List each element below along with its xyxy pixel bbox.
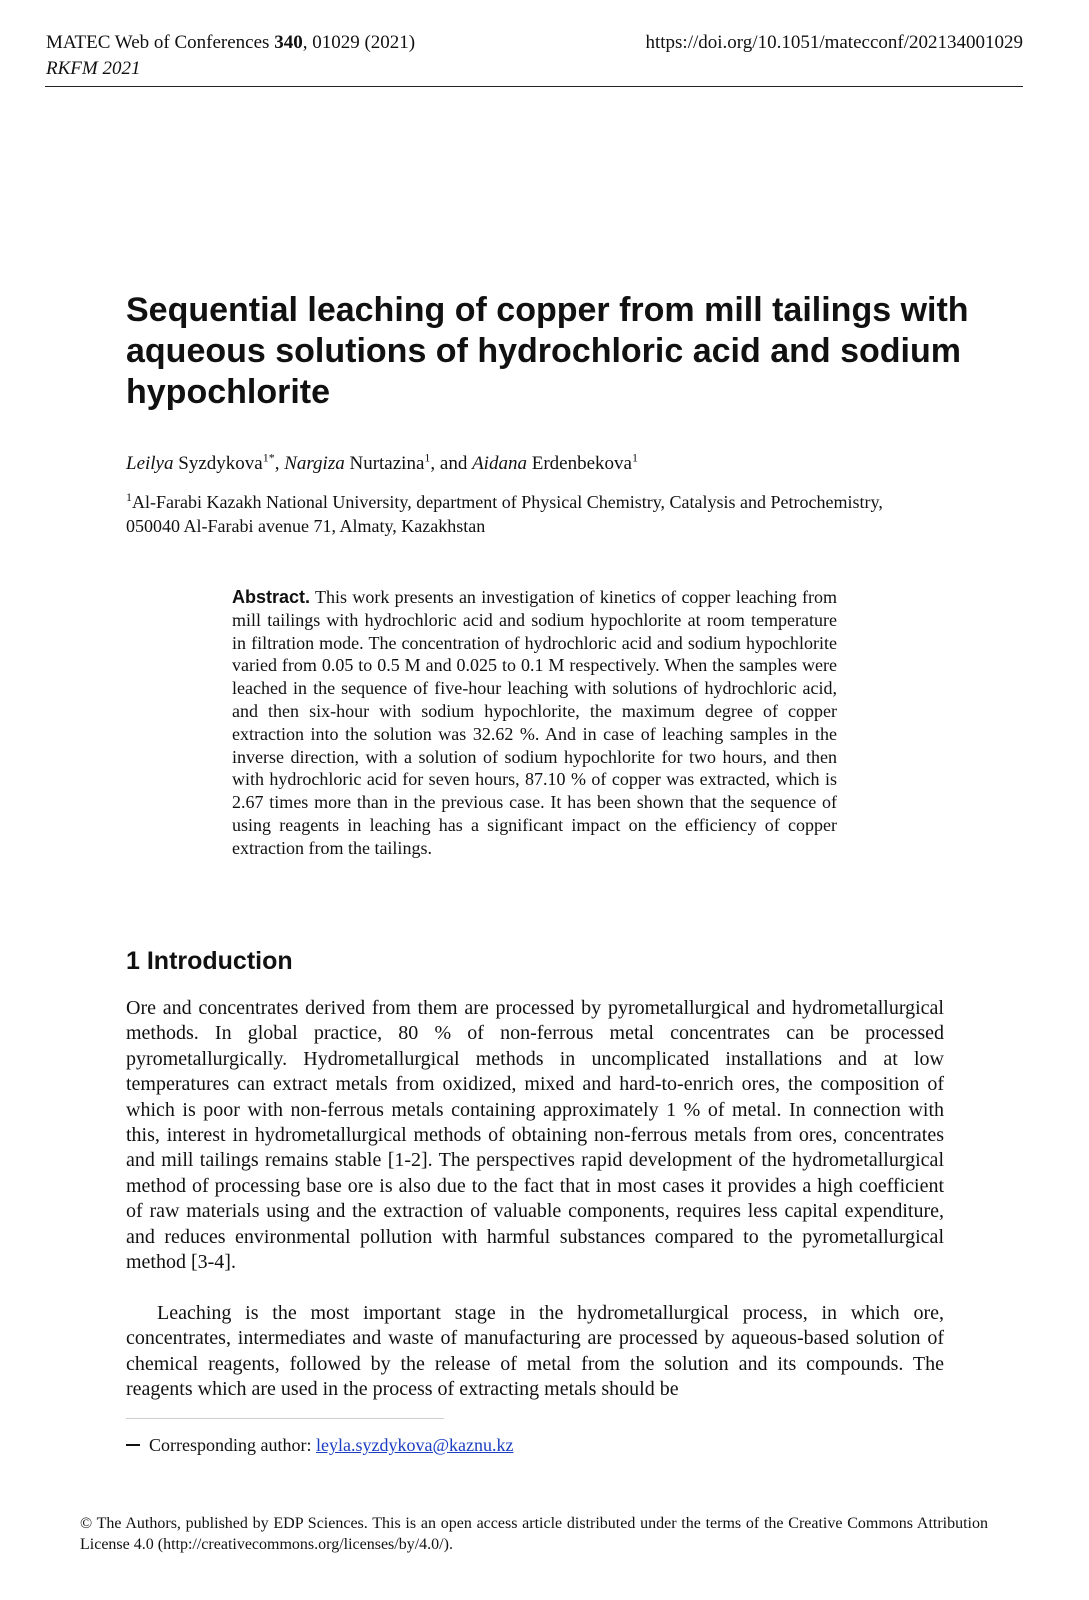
author-email-link[interactable]: leyla.syzdykova@kaznu.kz: [315, 1435, 514, 1455]
section-heading: 1 Introduction: [126, 947, 293, 975]
header-divider: [45, 86, 1023, 87]
footnote-divider: [126, 1418, 444, 1419]
journal-volume: 340: [274, 32, 303, 53]
body-paragraph: Ore and concentrates derived from them are processed by pyrometallurgical and hydrometallurgical methods. In global practice, 80 % of non-ferrous metal concentrates can be processed pyrometallurgically. Hydrometallurgical methods in uncomplicated installations and at low temperatures can extract metals from oxidized, mixed and hard-to-enrich ores, the composition of which is poor with non-ferrous metals containing approximately 1 % of metal. In connection with this, interest in hydrometallurgical methods of obtaining non-ferrous metals from ores, concentrates and mill tailings remains stable [1-2]. The perspectives rapid development of the hydrometallurgical method of processing base ore is also due to the fact that in most cases it provides a high coefficient of raw materials using and the extraction of valuable components, requires less capital expenditure, and reduces environmental pollution with harmful substances compared to the pyrometallurgical method [3-4].: [126, 997, 944, 1274]
author-1: Leilya Syzdykova$^{1*}$: [126, 450, 275, 474]
footnote-label: Corresponding author:: [149, 1435, 316, 1455]
abstract-label: Abstract.: [232, 587, 311, 607]
conference-name: RKFM 2021: [46, 58, 141, 79]
journal-name: MATEC Web of Conferences: [46, 32, 275, 53]
author-3: Aidana Erdenbekova$^1$: [472, 450, 638, 474]
article-number: , 01029 (2021): [302, 32, 416, 53]
abstract: [232, 586, 837, 860]
affiliation: [126, 490, 886, 538]
author-list: Leilya Syzdykova$^{1*}$, Nargiza Nurtazina$^1$, and Aidana Erdenbekova$^1$: [126, 450, 638, 474]
paper-title: Sequential leaching of copper from mill tailings with aqueous solutions of hydrochloric acid and sodium hypochlorite: [126, 291, 969, 411]
affiliation-text: Al-Farabi Kazakh National University, department of Physical Chemistry, Catalysis and Petrochemistry, 050040 Al-Farabi avenue 71, Almaty, Kazakhstan: [126, 492, 883, 536]
body-paragraph: Leaching is the most important stage in the hydrometallurgical process, in which ore, concentrates, intermediates and waste of manufacturing are processed by aqueous-based solution of chemical reagents, followed by the release of metal from the solution and its compounds. The reagents which are used in the process of extracting metals should be: [126, 1302, 944, 1401]
doi-link[interactable]: https://doi.org/10.1051/matecconf/202134001029: [645, 32, 1023, 53]
abstract-text: This work presents an investigation of kinetics of copper leaching from mill tailings with hydrochloric acid and sodium hypochlorite at room temperature in filtration mode. The concentration of hydrochloric acid and sodium hypochlorite varied from 0.05 to 0.5 M and 0.025 to 0.1 M respectively. When the samples were leached in the sequence of five-hour leaching with solutions of hydrochloric acid, and then six-hour with sodium hypochlorite, the maximum degree of copper extraction into the solution was 32.62 %. And in case of leaching samples in the inverse direction, with a solution of sodium hypochlorite for two hours, and then with hydrochloric acid for seven hours, 87.10 % of copper was extracted, which is 2.67 times more than in the previous case. It has been shown that the sequence of using reagents in leaching has a significant impact on the efficiency of copper extraction from the tailings.: [232, 587, 837, 858]
author-2: Nargiza Nurtazina$^1$: [284, 450, 431, 474]
running-header-left: [46, 30, 415, 82]
corresponding-author-mark: [126, 1444, 140, 1446]
license-notice: © The Authors, published by EDP Sciences. This is an open access article distributed under the terms of the Creative Commons Attribution License 4.0 (http://creativecommons.org/licenses/by/4.0/).: [80, 1515, 988, 1553]
affiliation-marker: 1: [126, 490, 132, 504]
journal-citation: [46, 30, 415, 56]
footnote: [126, 1433, 514, 1457]
